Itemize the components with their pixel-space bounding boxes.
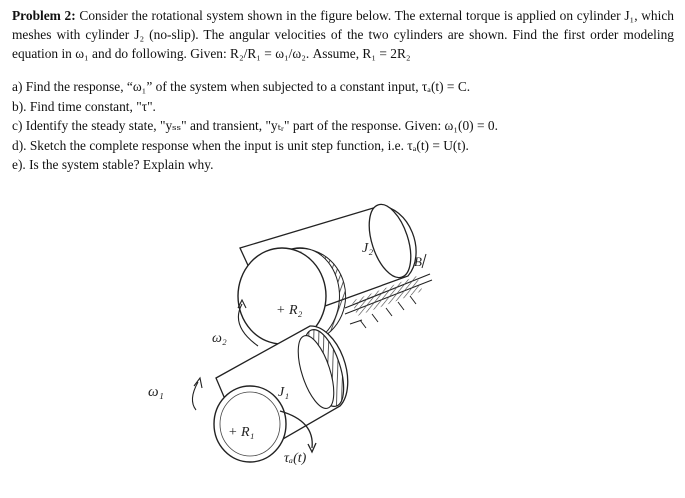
task-list <box>12 77 674 175</box>
label-omega1: ω₁ <box>148 384 164 400</box>
label-r1: + R₁ <box>228 425 255 440</box>
task-b: b). Find time constant, "τ". <box>12 98 156 114</box>
omega1-arrow <box>192 378 202 410</box>
label-j2: J₂ <box>362 241 374 256</box>
problem-text: Consider the rotational system shown in the figure below. The external torque is applied on cylinder J₁, which meshes with cylinder J₂ (no-slip). The angular velocities of the two cylinders are shown. Find the first order modeling equation in ω₁ and do following. Given: R₂/R₁ = ω₁/ω₂. Assume, R₁ = 2R₂ <box>12 8 674 61</box>
task-d: d). Sketch the complete response when the input is unit step function, i.e. τₐ(t) = U(t). <box>12 137 469 153</box>
rotational-system-figure <box>140 196 440 496</box>
label-torque: τₐ(t) <box>284 451 307 466</box>
label-omega2: ω₂ <box>212 331 227 346</box>
label-j1: J₁ <box>278 385 290 400</box>
task-e: e). Is the system stable? Explain why. <box>12 157 214 173</box>
task-a: a) Find the response, “ω₁” of the system when subjected to a constant input, τₐ(t) = C. <box>12 79 471 94</box>
cylinder-diagram <box>140 196 440 496</box>
problem-heading: Problem 2: <box>12 8 76 23</box>
label-b: B <box>414 254 422 269</box>
task-c: c) Identify the steady state, "yₛₛ" and transient, "yₜᵣ" part of the response. Given: ω₁(0) = 0. <box>12 118 498 134</box>
label-r2: + R₂ <box>276 303 303 318</box>
problem-statement <box>12 6 674 63</box>
cylinder-j2 <box>238 199 419 344</box>
